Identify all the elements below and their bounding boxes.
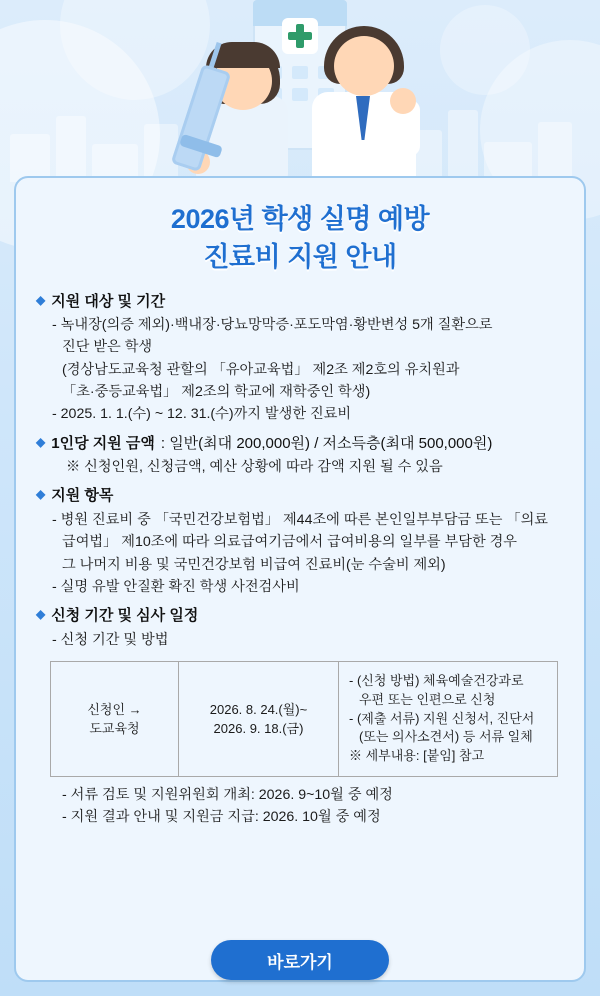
applicant-line-1: 신청인 → [87, 701, 142, 717]
section-heading-label: 지원 대상 및 기간 [51, 292, 166, 310]
table-cell-period [179, 662, 339, 776]
section-heading-items [36, 485, 564, 508]
period-line-1: 2026. 8. 24.(월)~ [209, 701, 308, 717]
body-note: ※ 신청인원, 신청금액, 예산 상황에 따라 감액 지원 될 수 있음 [66, 459, 443, 476]
section-heading-label: 지원 항목 [51, 487, 114, 505]
building-shape [10, 134, 50, 182]
method-line: - (신청 방법) 체육예술건강과로 [349, 672, 524, 688]
body-line: - 2025. 1. 1.(수) ~ 12. 31.(수)까지 발생한 진료비 [52, 406, 352, 423]
window-shape [292, 66, 308, 79]
body-line: - 지원 결과 안내 및 지원금 지급: 2026. 10월 중 예정 [62, 809, 381, 826]
page-title [36, 200, 564, 277]
body-line: - 서류 검토 및 지원위원회 개최: 2026. 9~10월 중 예정 [62, 787, 393, 804]
schedule-tail [36, 785, 564, 829]
method-line: 우편 또는 인편으로 신청 [359, 691, 496, 707]
notice-body [36, 291, 564, 829]
building-shape [56, 116, 86, 182]
section-heading-label: 신청 기간 및 심사 일정 [51, 607, 199, 625]
go-link-button[interactable]: 바로가기 [211, 940, 389, 980]
table-cell-applicant [51, 662, 179, 776]
body-line: 그 나머지 비용 및 국민건강보험 비급여 진료비(눈 수술비 제외) [62, 556, 446, 573]
diamond-bullet-icon: ◆ [36, 292, 46, 307]
body-line: 급여법」 제10조에 따라 의료급여기금에서 급여비용의 일부를 부담한 경우 [62, 534, 518, 551]
building-shape [538, 122, 572, 182]
diamond-bullet-icon: ◆ [36, 487, 46, 502]
body-line: - 병원 진료비 중 「국민건강보험법」 제44조에 따른 본인일부부담금 또는 「의료 [52, 511, 548, 528]
notice-card [14, 176, 586, 982]
title-line-1: 2026년 학생 실명 예방 [170, 204, 430, 234]
body-line: 「초·중등교육법」 제2조의 학교에 재학중인 학생) [62, 384, 371, 401]
section-heading-target [36, 291, 564, 314]
section-heading-label: 1인당 지원 금액 [51, 434, 155, 452]
diamond-bullet-icon: ◆ [36, 434, 46, 449]
section-heading-schedule [36, 605, 564, 628]
body-line: - 실명 유발 안질환 확진 학생 사전검사비 [52, 578, 300, 595]
medical-cross-icon [282, 18, 318, 54]
method-line: (또는 의사소견서) 등 서류 일체 [359, 729, 533, 745]
body-line: (경상남도교육청 관할의 「유아교육법」 제2조 제2호의 유치원과 [62, 361, 460, 378]
body-line: - 신청 기간 및 방법 [52, 631, 169, 648]
title-line-2: 진료비 지원 안내 [203, 242, 397, 273]
table-cell-method [339, 662, 557, 776]
applicant-line-2: 도교육청 [89, 721, 140, 737]
body-line: 진단 받은 학생 [62, 339, 153, 356]
window-shape [292, 88, 308, 101]
cta-container [0, 940, 600, 980]
schedule-table [50, 661, 558, 777]
method-line: - (제출 서류) 지원 신청서, 진단서 [349, 710, 535, 726]
decorative-circle [440, 5, 530, 95]
method-note: ※ 세부내용: [붙임] 참고 [349, 748, 485, 764]
period-line-2: 2026. 9. 18.(금) [213, 721, 304, 737]
diamond-bullet-icon: ◆ [36, 607, 46, 622]
section-heading-amount [36, 433, 564, 456]
building-shape [448, 110, 478, 182]
body-line: - 녹내장(의증 제외)·백내장·당뇨망막증·포도막염·황반변성 5개 질환으로 [52, 317, 493, 334]
amount-detail: : 일반(최대 200,000원) / 저소득층(최대 500,000원) [160, 434, 493, 452]
